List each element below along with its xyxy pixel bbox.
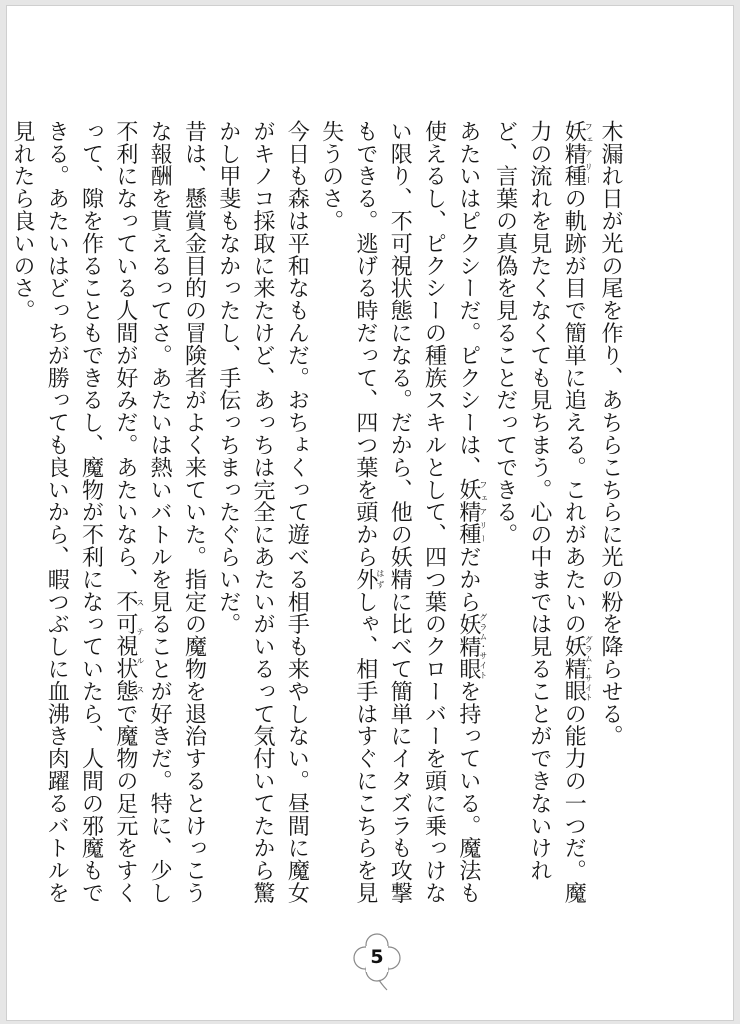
ruby-annotation (561, 120, 594, 188)
ruby-base: 外 (352, 568, 378, 591)
ruby-reading: フェアリー (584, 120, 594, 188)
ruby-reading: グラム・サイト (584, 635, 594, 703)
text-run: の能力の一つだ。魔力の流れを見たくなくても見ちまう。心の中までは見ることができないけれど、言葉の真偽を見ることだってできる。 (492, 120, 587, 905)
ruby-reading: ステルス (135, 590, 145, 703)
ruby-annotation (455, 478, 488, 546)
text-run: 昔は、懸賞金目的の冒険者がよく来ていた。指定の魔物を退治するとけっこうな報酬を貰えるってさ。あたいは熱いバトルを見ることが好きだ。特に、少し不利になっている人間が好みだ。あたいなら、 (112, 120, 207, 904)
vertical-text-body (5, 120, 627, 920)
ruby-annotation (352, 568, 385, 591)
page-number-badge (347, 930, 407, 992)
text-run: で魔物の足元をすくって、隙を作ることもできるし、魔物が不利になっていたら、人間の邪魔もできる。あたいはどっちが勝っても良いから、暇つぶしに血沸き肉躍るバトルを見れたら良いのさ。 (9, 120, 138, 905)
ruby-reading: グラム・サイト (478, 612, 488, 681)
ruby-reading: フェアリー (478, 478, 488, 546)
ruby-base: 妖精種 (455, 478, 481, 546)
text-run: 木漏れ日が光の尾を作り、あちらこちらに光の粉を降らせる。 (598, 120, 623, 748)
text-run: を持っている。魔法も使えるし、ピクシーの種族スキルとして、四つ葉のクローバーを頭に乗っけない限り、不可視状態になる。だから、他の妖精に比べて簡単にイタズラも攻撃もできる。逃げる時だって、四つ葉を頭から (352, 120, 481, 905)
text-run: あたいはピクシーだ。ピクシーは、 (455, 120, 481, 479)
paragraph (210, 120, 313, 920)
paragraph (313, 120, 487, 920)
paragraph (487, 120, 592, 920)
ruby-annotation (455, 612, 488, 681)
page-number: 5 (370, 946, 384, 968)
ruby-base: 妖精眼 (561, 635, 587, 703)
text-run: だから (455, 545, 481, 613)
ruby-annotation (112, 590, 145, 703)
paragraph (593, 120, 627, 920)
ruby-base: 妖精種 (561, 120, 587, 188)
text-run: の軌跡が目で簡単に追える。これがあたいの (561, 187, 587, 636)
ruby-annotation (561, 635, 594, 703)
ruby-base: 妖精眼 (455, 612, 481, 681)
ruby-base: 不可視状態 (112, 590, 138, 703)
book-page (6, 5, 734, 1021)
paragraph (5, 120, 211, 920)
ruby-reading: はず (375, 568, 385, 591)
text-run: 今日も森は平和なもんだ。おちょくって遊べる相手も来やしない。昼間に魔女がキノコ採取に来たけど、あっちは完全にあたいがいるって気付いてたから驚かし甲斐もなかったし、手伝っちまったぐらいだ。 (215, 120, 310, 904)
text-run: しゃ、相手はすぐにこちらを見失うのさ。 (318, 120, 378, 905)
